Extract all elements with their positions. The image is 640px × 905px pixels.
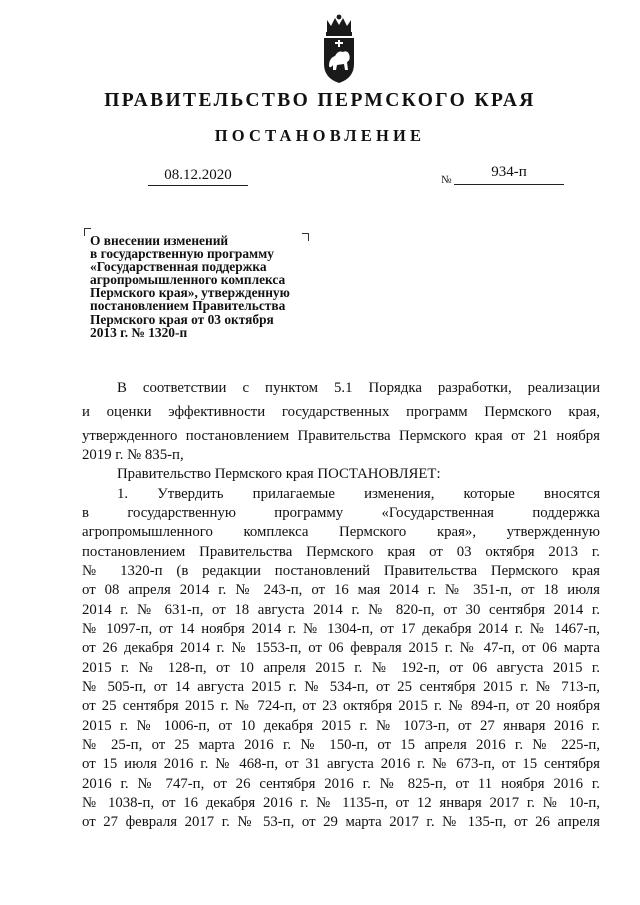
body-line: от 15 июля 2016 г. № 468-п, от 31 августа 2016 г. № 673-п, от 15 сентября — [82, 756, 600, 772]
subject-line: Пермского края», утвержденную — [90, 285, 290, 301]
body-line: № 1097-п, от 14 ноября 2014 г. № 1304-п, от 17 декабря 2014 г. № 1467-п, — [82, 621, 600, 637]
subject-line: 2013 г. № 1320-п — [90, 324, 188, 340]
body-line: В соответствии с пунктом 5.1 Порядка разработки, реализации — [117, 380, 600, 396]
document-type: ПОСТАНОВЛЕНИЕ — [214, 126, 426, 145]
body-line: № 505-п, от 14 августа 2015 г. № 534-п, от 25 сентября 2015 г. № 713-п, — [82, 679, 600, 695]
subject-line: «Государственная поддержка — [90, 259, 267, 275]
body-line: от 08 апреля 2014 г. № 243-п, от 16 мая 2014 г. № 351-п, от 18 июля — [82, 582, 600, 598]
number-sign: № — [441, 174, 452, 186]
document-number: 934-п — [454, 164, 564, 185]
body-line: Правительство Пермского края ПОСТАНОВЛЯЕТ: — [117, 466, 441, 482]
government-title: ПРАВИТЕЛЬСТВО ПЕРМСКОГО КРАЯ — [104, 90, 536, 111]
body-line: № 1320-п (в редакции постановлений Правительства Пермского края — [82, 563, 600, 579]
body-line: в государственную программу «Государственная поддержка — [82, 505, 600, 521]
body-line: и оценки эффективности государственных программ Пермского края, — [82, 404, 600, 420]
body-line: № 25-п, от 25 марта 2016 г. № 150-п, от 15 апреля 2016 г. № 225-п, — [82, 737, 600, 753]
body-line: 2016 г. № 747-п, от 26 сентября 2016 г. № 825-п, от 11 ноября 2016 г. — [82, 776, 600, 792]
document-date: 08.12.2020 — [148, 167, 248, 186]
body-line: агропромышленного комплекса Пермского края», утвержденную — [82, 524, 600, 540]
body-line: 2019 г. № 835-п, — [82, 447, 184, 463]
body-line: утвержденного постановлением Правительства Пермского края от 21 ноября — [82, 428, 600, 444]
body-line: № 1038-п, от 16 декабря 2016 г. № 1135-п, от 12 января 2017 г. № 10-п, — [82, 795, 600, 811]
body-line: от 27 февраля 2017 г. № 53-п, от 29 марта 2017 г. № 135-п, от 26 апреля — [82, 814, 600, 830]
body-line: 2015 г. № 128-п, от 10 апреля 2015 г. № 192-п, от 06 августа 2015 г. — [82, 660, 600, 676]
subject-line: постановлением Правительства — [90, 298, 286, 314]
subject-line: Пермского края от 03 октября — [90, 311, 274, 327]
subject-line: О внесении изменений — [90, 233, 229, 248]
body-line: 1. Утвердить прилагаемые изменения, которые вносятся — [117, 486, 600, 502]
coat-of-arms-icon — [318, 14, 360, 84]
body-line: постановлением Правительства Пермского края от 03 октября 2013 г. — [82, 544, 600, 560]
subject-line: в государственную программу — [90, 246, 274, 262]
body-line: 2014 г. № 631-п, от 18 августа 2014 г. № 820-п, от 30 сентября 2014 г. — [82, 602, 600, 618]
subject-block — [90, 234, 330, 339]
body-line: 2015 г. № 1006-п, от 10 декабря 2015 г. № 1073-п, от 27 января 2016 г. — [82, 718, 600, 734]
subject-line: агропромышленного комплекса — [90, 272, 286, 288]
body-line: от 25 сентября 2015 г. № 724-п, от 23 октября 2015 г. № 894-п, от 20 ноября — [82, 698, 600, 714]
body-line: от 26 декабря 2014 г. № 1553-п, от 06 февраля 2015 г. № 47-п, от 06 марта — [82, 640, 600, 656]
